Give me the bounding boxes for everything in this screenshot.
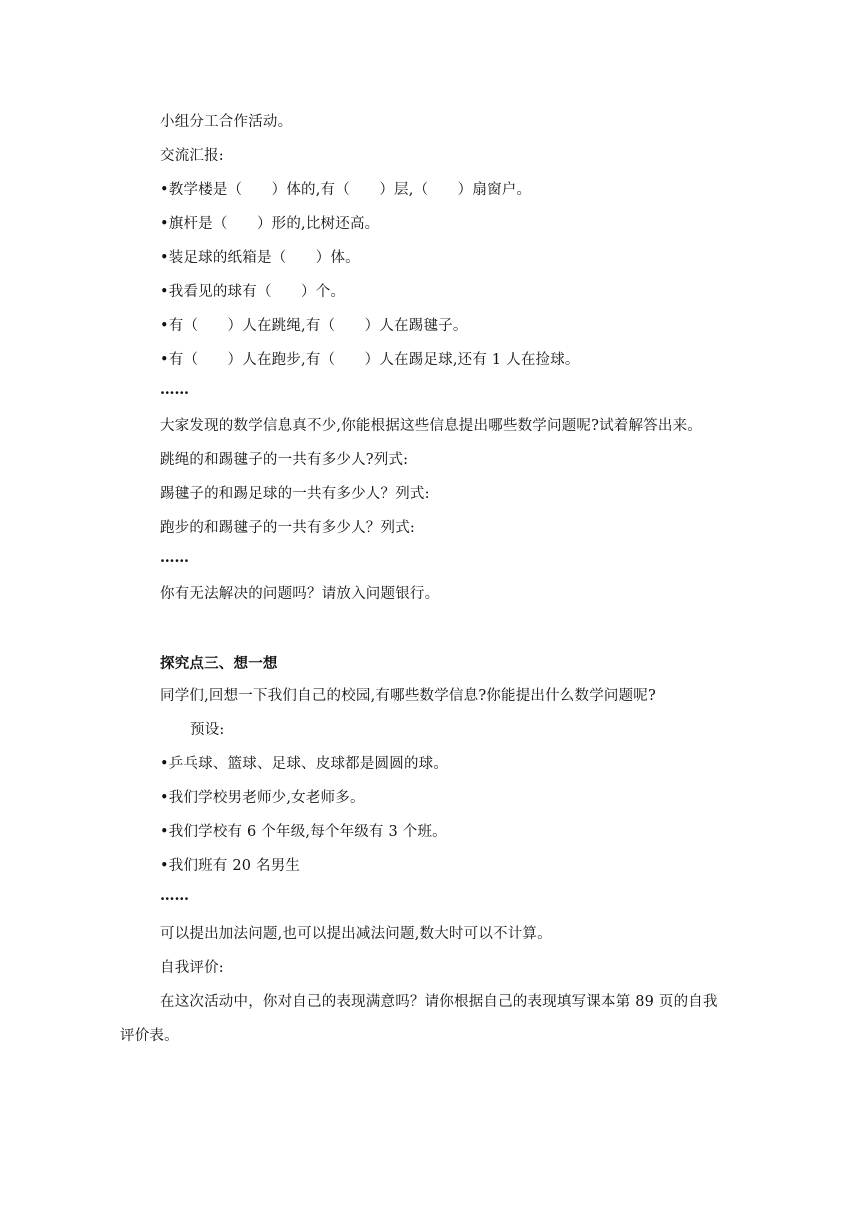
text-line-report-heading: 交流汇报: bbox=[160, 148, 224, 164]
text-line-question-bank: 你有无法解决的问题吗？请放入问题银行。 bbox=[160, 586, 440, 602]
question-shuttlecock-football: 踢毽子的和踢足球的一共有多少人？列式: bbox=[160, 486, 430, 502]
bullet-grades-classes: •我们学校有 6 个年级,每个年级有 3 个班。 bbox=[160, 824, 447, 840]
text-line-self-evaluation-heading: 自我评价: bbox=[160, 960, 224, 976]
text-line-ask-questions: 大家发现的数学信息真不少,你能根据这些信息提出哪些数学问题呢?试着解答出来。 bbox=[160, 418, 702, 434]
bullet-flagpole: •旗杆是（ ）形的,比树还高。 bbox=[160, 216, 380, 232]
text-line-group-work: 小组分工合作活动。 bbox=[160, 114, 293, 130]
bullet-running-football: •有（ ）人在跑步,有（ ）人在踢足球,还有 1 人在捡球。 bbox=[160, 352, 580, 368]
bullet-teachers: •我们学校男老师少,女老师多。 bbox=[160, 790, 365, 806]
ellipsis: …… bbox=[160, 887, 189, 904]
section-heading: 探究点三、想一想 bbox=[160, 655, 278, 672]
question-running-shuttlecock: 跑步的和踢毽子的一共有多少人？列式: bbox=[160, 520, 415, 536]
bullet-football-box: •装足球的纸箱是（ ）体。 bbox=[160, 250, 360, 266]
ellipsis: …… bbox=[160, 381, 189, 398]
bullet-balls-seen: •我看见的球有（ ）个。 bbox=[160, 284, 346, 300]
text-line-self-evaluation-cont: 评价表。 bbox=[120, 1028, 179, 1044]
text-line-addition-subtraction: 可以提出加法问题,也可以提出减法问题,数大时可以不计算。 bbox=[160, 926, 552, 942]
bullet-boys: •我们班有 20 名男生 bbox=[160, 858, 301, 874]
bullet-balls-round: •乒乓球、篮球、足球、皮球都是圆圆的球。 bbox=[160, 756, 449, 772]
text-line-preset-label: 预设: bbox=[190, 722, 225, 738]
bullet-teaching-building: •教学楼是（ ）体的,有（ ）层,（ ）扇窗户。 bbox=[160, 182, 532, 198]
ellipsis: …… bbox=[160, 549, 189, 566]
text-line-recall-campus: 同学们,回想一下我们自己的校园,有哪些数学信息?你能提出什么数学问题呢? bbox=[160, 688, 656, 704]
text-line-self-evaluation: 在这次活动中，你对自己的表现满意吗？请你根据自己的表现填写课本第 89 页的自我 bbox=[160, 994, 718, 1010]
question-rope-shuttlecock: 跳绳的和踢毽子的一共有多少人?列式: bbox=[160, 452, 409, 468]
bullet-rope-shuttlecock: •有（ ）人在跳绳,有（ ）人在踢毽子。 bbox=[160, 318, 468, 334]
